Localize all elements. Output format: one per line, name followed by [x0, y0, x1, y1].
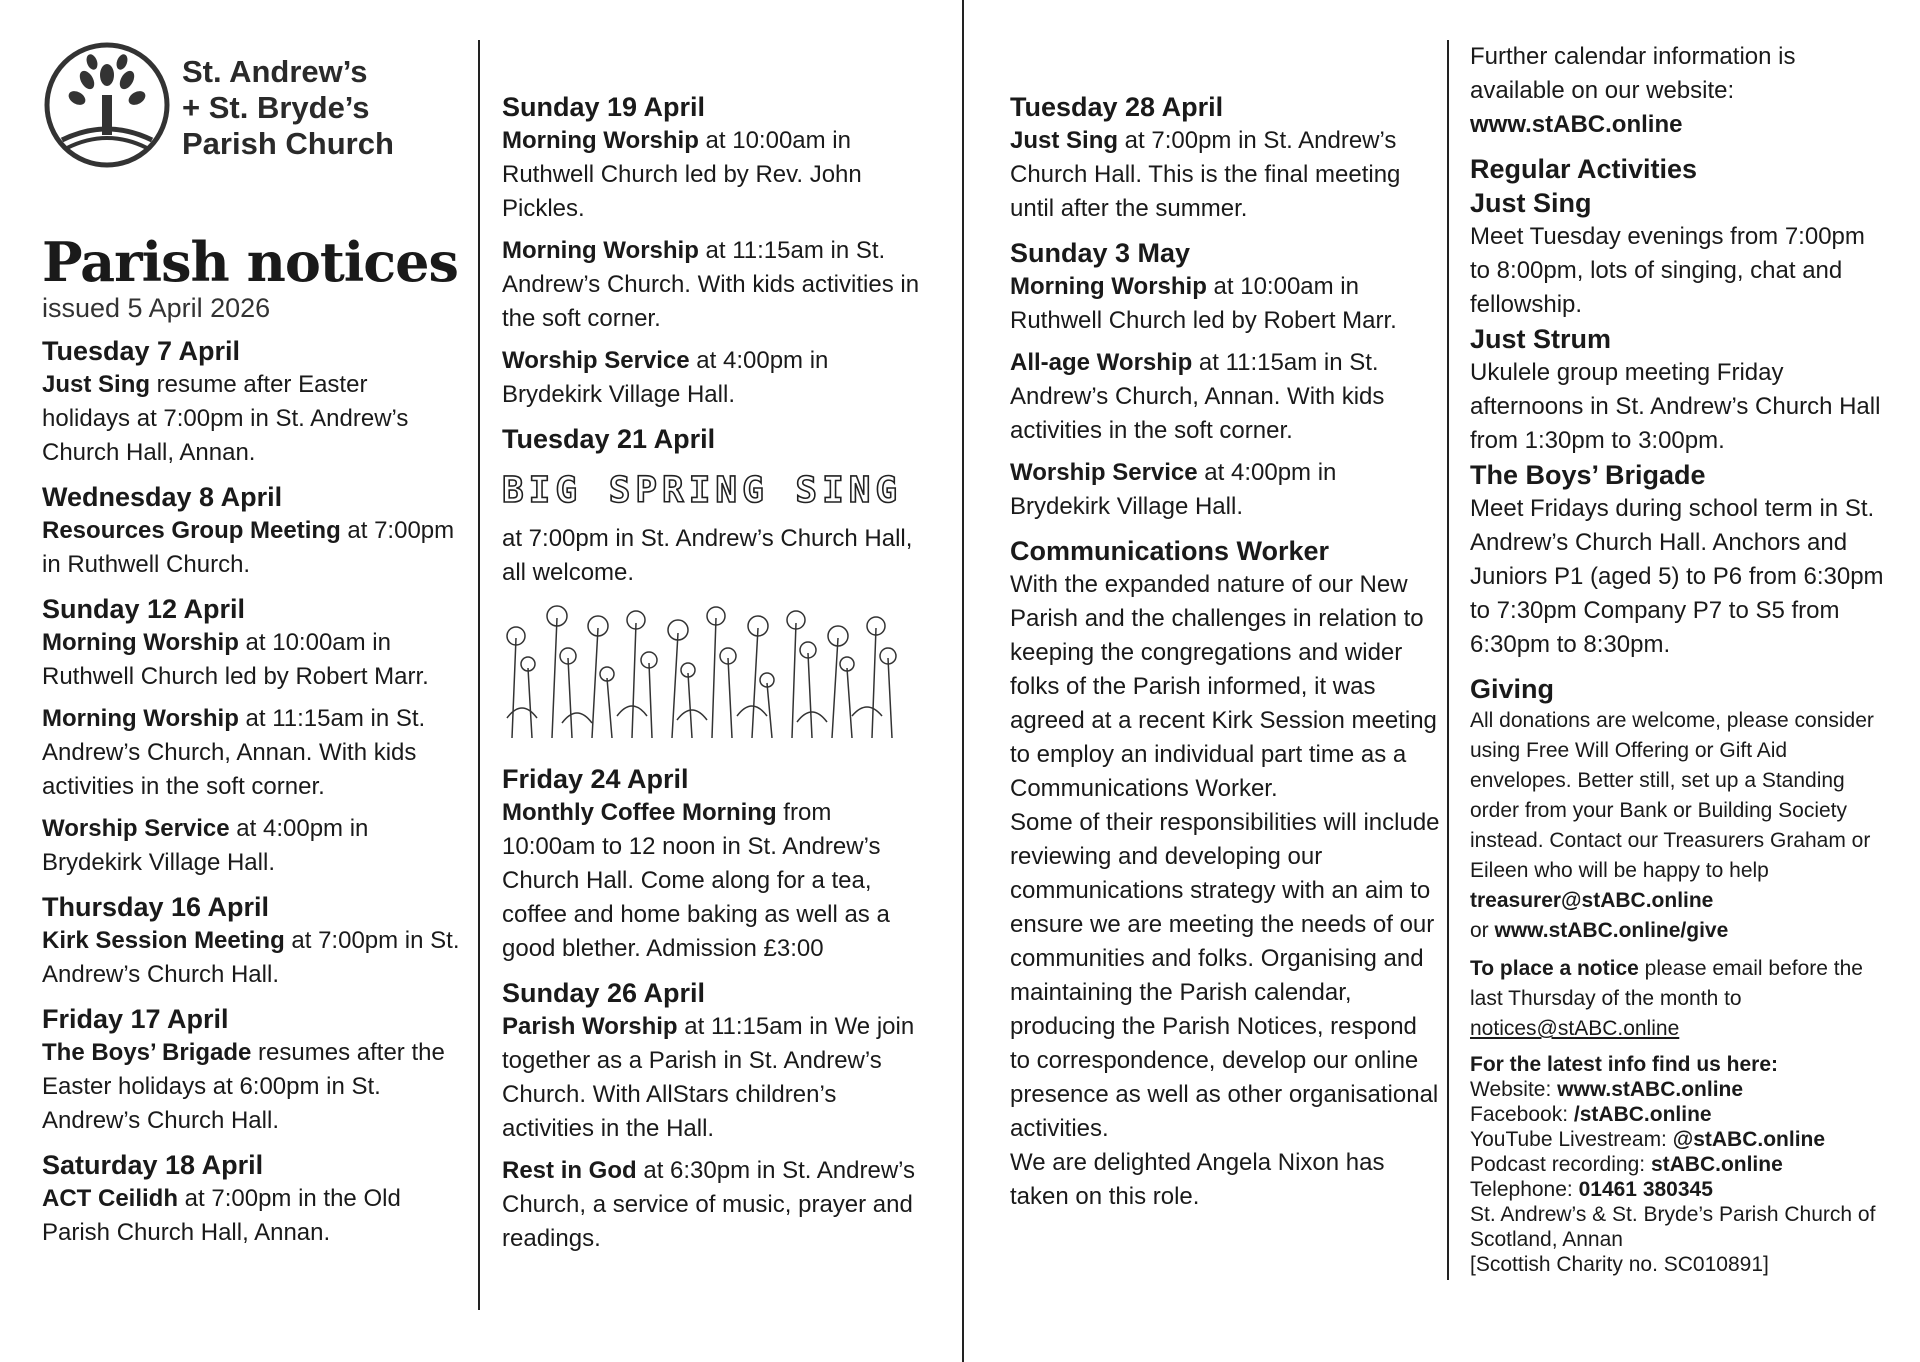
- event-sun12-c: Worship Service at 4:00pm in Brydekirk Village Hall.: [42, 815, 369, 876]
- page-title: Parish notices: [42, 230, 458, 294]
- heading-tue7: Tuesday 7 April: [42, 336, 241, 366]
- logo-line-1: St. Andrew’s: [182, 54, 368, 89]
- column-divider: [478, 40, 480, 1310]
- column-3: [1010, 80, 1440, 1222]
- contact-address: St. Andrew’s & St. Bryde’s Parish Church of Scotland, Annan: [1470, 1203, 1876, 1251]
- event-sun19-c: Worship Service at 4:00pm in Brydekirk Village Hall.: [502, 347, 829, 408]
- event-sun26-b: Rest in God at 6:30pm in St. Andrew’s Church, a service of music, prayer and readings.: [502, 1157, 916, 1252]
- fold-line: [962, 0, 964, 1362]
- heading-tue21: Tuesday 21 April: [502, 424, 716, 454]
- event-wed8: Resources Group Meeting at 7:00pm in Ruthwell Church.: [42, 517, 455, 578]
- event-tue7: Just Sing resume after Easter holidays at 7:00pm in St. Andrew’s Church Hall, Annan.: [42, 371, 409, 466]
- just-sing-text: Meet Tuesday evenings from 7:00pm to 8:00pm, lots of singing, chat and fellowship.: [1470, 223, 1865, 318]
- contact-facebook: Facebook: /stABC.online: [1470, 1103, 1712, 1126]
- column-2: [502, 80, 922, 1264]
- heading-sun19: Sunday 19 April: [502, 92, 706, 122]
- comms-paragraph-3: We are delighted Angela Nixon has taken on this role.: [1010, 1149, 1385, 1210]
- church-logo: [42, 40, 462, 180]
- flowers-icon: [502, 598, 902, 738]
- heading-boys-brigade: The Boys’ Brigade: [1470, 460, 1706, 490]
- event-sun3-b: All-age Worship at 11:15am in St. Andrew’s Church, Annan. With kids activities in the soft corner.: [1010, 349, 1385, 444]
- event-fri17: The Boys’ Brigade resumes after the Easter holidays at 6:00pm in St. Andrew’s Church Hall.: [42, 1039, 445, 1134]
- big-spring-sing-banner: BIG SPRING SING: [502, 470, 903, 511]
- heading-sat18: Saturday 18 April: [42, 1150, 264, 1180]
- event-tue28: Just Sing at 7:00pm in St. Andrew’s Church Hall. This is the final meeting until after the summer.: [1010, 127, 1401, 222]
- notices-email-link[interactable]: notices@stABC.online: [1470, 1017, 1680, 1040]
- heading-just-strum: Just Strum: [1470, 324, 1612, 354]
- tree-logo-icon: [42, 40, 172, 170]
- heading-wed8: Wednesday 8 April: [42, 482, 283, 512]
- heading-sun26: Sunday 26 April: [502, 978, 706, 1008]
- contact-heading: For the latest info find us here:: [1470, 1053, 1779, 1076]
- further-info: Further calendar information is available on our website:: [1470, 43, 1796, 104]
- notice-text: To place a notice please email before the last Thursday of the month to notices@stABC.online: [1470, 957, 1863, 1040]
- just-strum-text: Ukulele group meeting Friday afternoons in St. Andrew’s Church Hall from 1:30pm to 3:00pm.: [1470, 359, 1881, 454]
- giving-text: All donations are welcome, please consider using Free Will Offering or Gift Aid envelopes. Better still, set up a Standing order from your Bank or Building Society instead. Contact our Treasurers Graham or Eileen who will be happy to help treasurer@stABC.online or www.stABC.online/give: [1470, 709, 1874, 942]
- event-sun12-a: Morning Worship at 10:00am in Ruthwell Church led by Robert Marr.: [42, 629, 429, 690]
- heading-sun3: Sunday 3 May: [1010, 238, 1191, 268]
- column-1: [42, 0, 462, 1258]
- event-sun3-a: Morning Worship at 10:00am in Ruthwell Church led by Robert Marr.: [1010, 273, 1397, 334]
- heading-sun12: Sunday 12 April: [42, 594, 246, 624]
- comms-paragraph-1: With the expanded nature of our New Parish and the challenges in relation to keeping the congregations and wider folks of the Parish informed, it was agreed at a recent Kirk Session meeting to employ an individual part time as a Communications Worker.: [1010, 571, 1437, 802]
- comms-paragraph-2: Some of their responsibilities will include reviewing and developing our communications strategy with an aim to ensure we are meeting the needs of our communities and folks. Organising and maintaining the Parish calendar, producing the Parish Notices, respond to correspondence, develop our online presence as well as other organisational activities.: [1010, 809, 1440, 1142]
- charity-number: [Scottish Charity no. SC010891]: [1470, 1253, 1769, 1276]
- website-link[interactable]: www.stABC.online: [1470, 111, 1683, 138]
- event-sat18: ACT Ceilidh at 7:00pm in the Old Parish Church Hall, Annan.: [42, 1185, 401, 1246]
- event-sun12-b: Morning Worship at 11:15am in St. Andrew’s Church, Annan. With kids activities in the soft corner.: [42, 705, 426, 800]
- logo-line-3: Parish Church: [182, 126, 394, 161]
- event-sun19-b: Morning Worship at 11:15am in St. Andrew’s Church. With kids activities in the soft corner.: [502, 237, 920, 332]
- issued-date: issued 5 April 2026: [42, 293, 271, 323]
- column-divider: [1447, 40, 1449, 1280]
- treasurer-email-link[interactable]: treasurer@stABC.online: [1470, 889, 1714, 912]
- contact-podcast: Podcast recording: stABC.online: [1470, 1153, 1783, 1176]
- event-sun3-c: Worship Service at 4:00pm in Brydekirk Village Hall.: [1010, 459, 1337, 520]
- heading-regular-activities: Regular Activities: [1470, 154, 1698, 184]
- contact-website: Website: www.stABC.online: [1470, 1078, 1744, 1101]
- event-tue21: at 7:00pm in St. Andrew’s Church Hall, all welcome.: [502, 525, 913, 586]
- give-link[interactable]: www.stABC.online/give: [1494, 919, 1729, 942]
- logo-line-2: + St. Bryde’s: [182, 90, 370, 125]
- contact-youtube: YouTube Livestream: @stABC.online: [1470, 1128, 1826, 1151]
- heading-thu16: Thursday 16 April: [42, 892, 270, 922]
- event-thu16: Kirk Session Meeting at 7:00pm in St. Andrew’s Church Hall.: [42, 927, 460, 988]
- event-sun26-a: Parish Worship at 11:15am in We join together as a Parish in St. Andrew’s Church. With AllStars children’s activities in the Hall.: [502, 1013, 915, 1142]
- wildflowers-illustration: [502, 598, 922, 748]
- event-fri24: Monthly Coffee Morning from 10:00am to 12 noon in St. Andrew’s Church Hall. Come along for a tea, coffee and home baking as well as a good blether. Admission £3:00: [502, 799, 890, 962]
- heading-tue28: Tuesday 28 April: [1010, 92, 1224, 122]
- event-sun19-a: Morning Worship at 10:00am in Ruthwell Church led by Rev. John Pickles.: [502, 127, 862, 222]
- heading-fri24: Friday 24 April: [502, 764, 689, 794]
- heading-just-sing: Just Sing: [1470, 188, 1592, 218]
- contact-block: [1470, 1052, 1890, 1277]
- contact-phone: Telephone: 01461 380345: [1470, 1178, 1713, 1201]
- heading-comms-worker: Communications Worker: [1010, 536, 1330, 566]
- boys-brigade-text: Meet Fridays during school term in St. Andrew’s Church Hall. Anchors and Juniors P1 (aged 5) to P6 from 6:30pm to 7:30pm Company P7 to S5 from 6:30pm to 8:30pm.: [1470, 495, 1884, 658]
- heading-fri17: Friday 17 April: [42, 1004, 229, 1034]
- heading-giving: Giving: [1470, 674, 1555, 704]
- column-4: [1470, 40, 1890, 1277]
